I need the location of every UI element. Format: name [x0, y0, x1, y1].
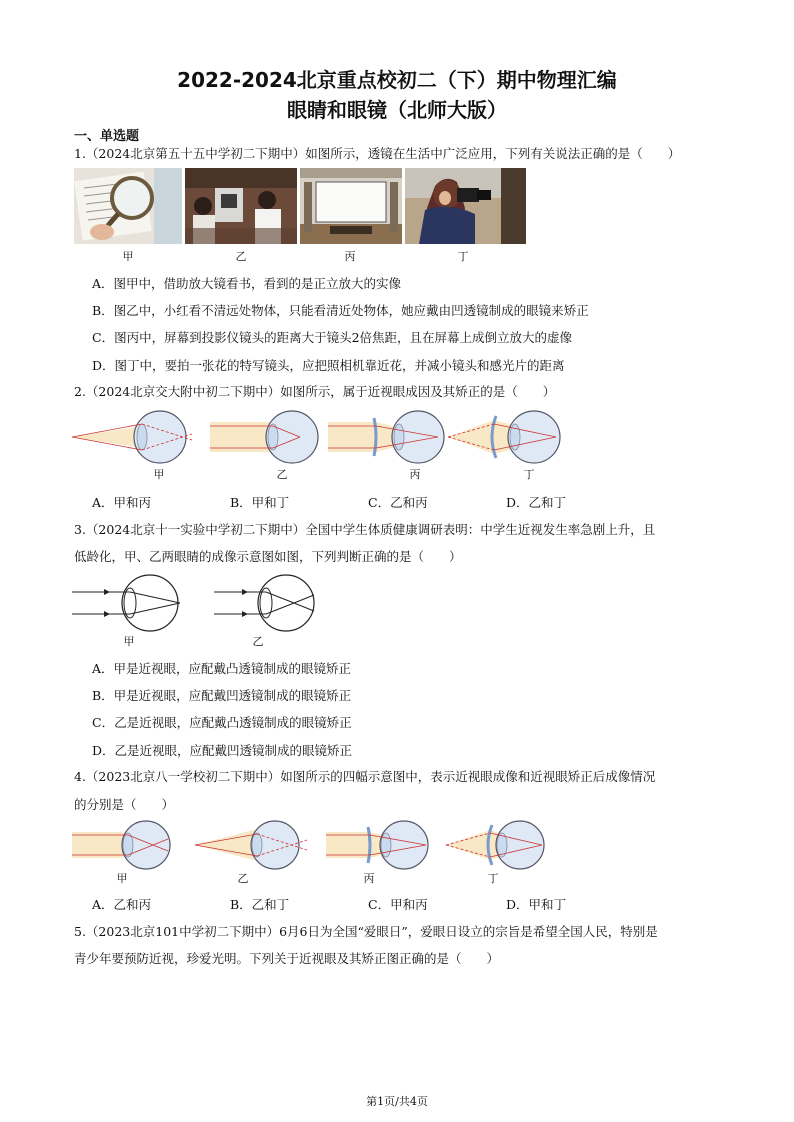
section-heading: 一、单选题 [74, 129, 140, 144]
q4-eye-diagram-ding [446, 818, 556, 874]
q3-stem-line1: 3.（2024北京十一实验中学初二下期中）全国中学生体质健康调研表明：中学生近视发生率急剧上升，且 [74, 522, 656, 537]
q2-stem: 2.（2024北京交大附中初二下期中）如图所示，属于近视眼成因及其矫正的是（ ） [74, 384, 556, 399]
q1-option-a: A．图甲中，借助放大镜看书，看到的是正立放大的实像 [92, 276, 402, 291]
q1-label-yi: 乙 [235, 250, 247, 263]
q1-option-b: B．图乙中，小红看不清远处物体，只能看清近处物体，她应戴由凹透镜制成的眼镜来矫正 [92, 303, 589, 318]
q1-stem: 1.（2024北京第五十五中学初二下期中）如图所示，透镜在生活中广泛应用，下列有关说法正确的是（ ） [74, 146, 681, 161]
q4-stem-line1: 4.（2023北京八一学校初二下期中）如图所示的四幅示意图中，表示近视眼成像和近视眼矫正后成像情况 [74, 769, 656, 784]
q3-eye-diagram-jia [72, 574, 192, 634]
q4-label-yi: 乙 [237, 872, 249, 885]
q4-options [92, 895, 712, 913]
q2-eye-diagram-jia [72, 408, 202, 468]
q2-label-bing: 丙 [409, 468, 421, 481]
q4-stem-line2: 的分别是（ ） [74, 797, 175, 812]
q1-photo-eye-exam [185, 168, 297, 244]
q3-label-jia: 甲 [123, 635, 135, 648]
q2-label-yi: 乙 [276, 468, 288, 481]
q4-label-ding: 丁 [487, 872, 499, 885]
page-footer: 第1页/共4页 [366, 1095, 428, 1108]
q2-option-d: D．乙和丁 [506, 495, 567, 510]
q4-option-a: A．乙和丙 [92, 897, 152, 912]
q2-option-b: B．甲和丁 [230, 495, 290, 510]
q2-label-jia: 甲 [153, 468, 165, 481]
q1-photo-camera [405, 168, 526, 244]
q1-label-bing: 丙 [344, 250, 356, 263]
q3-eye-diagram-yi [214, 574, 334, 634]
q3-option-b: B．甲是近视眼，应配戴凹透镜制成的眼镜矫正 [92, 688, 352, 703]
q1-photo-magnifier [74, 168, 182, 244]
q3-option-d: D．乙是近视眼，应配戴凹透镜制成的眼镜矫正 [92, 743, 353, 758]
q3-option-c: C．乙是近视眼，应配戴凸透镜制成的眼镜矫正 [92, 715, 352, 730]
q3-label-yi: 乙 [252, 635, 264, 648]
q4-option-b: B．乙和丁 [230, 897, 290, 912]
q3-stem-line2: 低龄化，甲、乙两眼睛的成像示意图如图，下列判断正确的是（ ） [74, 549, 462, 564]
q2-options [92, 493, 712, 511]
q4-option-c: C．甲和丙 [368, 897, 428, 912]
q2-eye-diagram-ding [448, 408, 568, 468]
q2-eye-diagram-yi [210, 408, 320, 468]
q2-option-c: C．乙和丙 [368, 495, 428, 510]
q4-label-jia: 甲 [116, 872, 128, 885]
q1-option-c: C．图丙中，屏幕到投影仪镜头的距离大于镜头2倍焦距，且在屏幕上成倒立放大的虚像 [92, 330, 573, 345]
page-subtitle: 眼睛和眼镜（北师大版） [287, 98, 507, 122]
q4-eye-diagram-jia [72, 818, 182, 874]
q1-photo-projector [300, 168, 402, 244]
q1-label-ding: 丁 [457, 250, 469, 263]
q1-label-jia: 甲 [122, 250, 134, 263]
page-title: 2022-2024北京重点校初二（下）期中物理汇编 [177, 68, 617, 92]
q1-option-d: D．图丁中，要拍一张花的特写镜头，应把照相机靠近花，并减小镜头和感光片的距离 [92, 358, 565, 373]
q5-stem-line1: 5.（2023北京101中学初二下期中）6月6日为全国“爱眼日”，爱眼日设立的宗旨是希望全国人民，特别是 [74, 924, 658, 939]
q4-eye-diagram-yi [195, 818, 315, 874]
q2-label-ding: 丁 [523, 468, 535, 481]
q4-option-d: D．甲和丁 [506, 897, 567, 912]
q5-stem-line2: 青少年要预防近视，珍爱光明。下列关于近视眼及其矫正图正确的是（ ） [74, 951, 500, 966]
q3-option-a: A．甲是近视眼，应配戴凸透镜制成的眼镜矫正 [92, 661, 352, 676]
q2-eye-diagram-bing [328, 408, 448, 468]
q4-eye-diagram-bing [326, 818, 436, 874]
q4-label-bing: 丙 [363, 872, 375, 885]
q2-option-a: A．甲和丙 [92, 495, 152, 510]
